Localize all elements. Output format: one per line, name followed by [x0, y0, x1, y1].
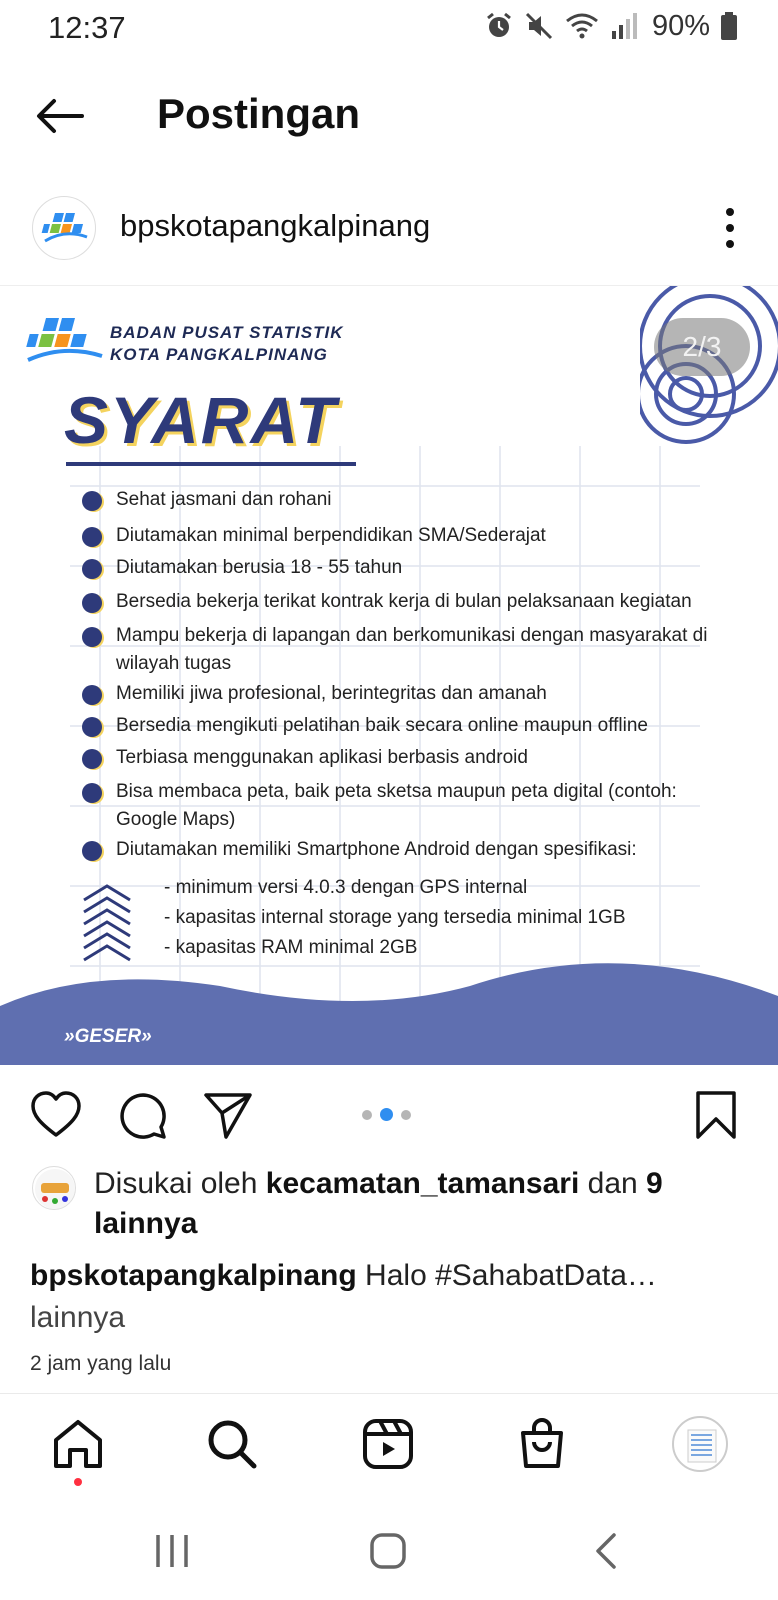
heart-icon — [30, 1089, 82, 1141]
nav-reels[interactable] — [360, 1416, 416, 1472]
caption-more-link[interactable]: lainnya — [30, 1301, 126, 1334]
battery-percentage: 90% — [651, 9, 710, 42]
page-title: Postingan — [157, 90, 361, 137]
carousel-dots — [362, 1108, 411, 1121]
shop-icon — [514, 1416, 570, 1472]
bullet-icon — [82, 491, 102, 511]
top-app-bar — [0, 72, 778, 162]
list-item: Bersedia mengikuti pelatihan baik secara online maupun offline — [80, 712, 740, 740]
org-name-line-2: KOTA PANGKALPINANG — [110, 345, 328, 364]
list-item: Diutamakan memiliki Smartphone Android dengan spesifikasi: — [80, 836, 740, 864]
back-icon — [586, 1529, 630, 1573]
list-item: Sehat jasmani dan rohani — [80, 486, 740, 514]
status-bar — [0, 0, 778, 56]
share-button[interactable] — [202, 1089, 254, 1141]
bullet-icon — [82, 593, 102, 613]
system-navigation-bar — [0, 1503, 778, 1600]
list-item: Diutamakan berusia 18 - 55 tahun — [80, 554, 740, 582]
bullet-icon — [82, 685, 102, 705]
recents-button[interactable] — [150, 1529, 194, 1573]
nav-shop[interactable] — [514, 1416, 570, 1472]
likes-text[interactable]: Disukai oleh kecamatan_tamansari dan 9 lainnya — [94, 1167, 663, 1240]
likes-others[interactable]: lainnya — [94, 1207, 198, 1240]
org-name-line-1: BADAN PUSAT STATISTIK — [110, 323, 344, 342]
home-icon — [50, 1416, 106, 1472]
notification-dot — [74, 1478, 82, 1486]
caption-username[interactable]: bpskotapangkalpinang — [30, 1259, 357, 1292]
like-button[interactable] — [30, 1089, 82, 1141]
list-item: Terbiasa menggunakan aplikasi berbasis android — [80, 744, 740, 772]
battery-icon — [720, 11, 738, 41]
list-item: Bersedia bekerja terikat kontrak kerja di bulan pelaksanaan kegiatan — [80, 588, 740, 616]
bps-logo-icon — [24, 314, 104, 374]
bullet-icon — [82, 717, 102, 737]
post-actions — [0, 1075, 778, 1155]
comment-icon — [116, 1089, 168, 1141]
carousel-dot-active — [380, 1108, 393, 1121]
alarm-icon — [484, 11, 514, 41]
bottom-navigation — [0, 1393, 778, 1503]
bookmark-icon — [690, 1089, 742, 1141]
status-time: 12:37 — [48, 10, 126, 45]
back-button[interactable] — [30, 86, 90, 146]
nav-profile-avatar[interactable] — [672, 1416, 728, 1472]
carousel-page-indicator: 2/3 — [654, 318, 750, 376]
bullet-icon — [82, 627, 102, 647]
back-system-button[interactable] — [586, 1529, 630, 1573]
mute-icon — [524, 11, 554, 41]
liker-avatar[interactable] — [32, 1166, 76, 1210]
bullet-icon — [82, 783, 102, 803]
save-button[interactable] — [690, 1089, 742, 1141]
list-item: Memiliki jiwa profesional, berintegritas dan amanah — [80, 680, 740, 708]
carousel-dot — [401, 1110, 411, 1120]
comment-button[interactable] — [116, 1089, 168, 1141]
home-button-icon — [366, 1529, 410, 1573]
list-item: Mampu bekerja di lapangan dan berkomunikasi dengan masyarakat di wilayah tugas — [80, 622, 740, 678]
title-underline — [66, 462, 356, 466]
reels-icon — [360, 1416, 416, 1472]
caption-text: Halo #SahabatData… — [356, 1259, 657, 1292]
double-chevron-right-icon: » — [64, 1026, 75, 1047]
profile-avatar-icon — [674, 1418, 728, 1472]
bullet-icon — [82, 749, 102, 769]
swipe-hint: »GESER» — [64, 1026, 152, 1047]
more-options-button[interactable] — [712, 204, 748, 252]
spec-item: - kapasitas RAM minimal 2GB — [164, 937, 418, 958]
nav-search[interactable] — [204, 1416, 260, 1472]
organization-name — [110, 322, 344, 366]
bullet-icon — [82, 559, 102, 579]
bps-logo-icon — [33, 197, 96, 260]
search-icon — [204, 1416, 260, 1472]
likes-count[interactable]: 9 — [646, 1167, 663, 1200]
list-item: Diutamakan minimal berpendidikan SMA/Sederajat — [80, 522, 740, 550]
more-vertical-icon — [712, 204, 748, 252]
list-item: Bisa membaca peta, baik peta sketsa maupun peta digital (contoh: Google Maps) — [80, 778, 740, 834]
bullet-icon — [82, 841, 102, 861]
post-author-name[interactable]: bpskotapangkalpinang — [120, 208, 431, 243]
double-chevron-right-icon: » — [141, 1026, 152, 1047]
likes-summary — [0, 1160, 778, 1240]
carousel-dot — [362, 1110, 372, 1120]
bullet-icon — [82, 527, 102, 547]
recents-icon — [150, 1529, 194, 1573]
back-arrow-icon — [30, 86, 90, 146]
liker-logo-icon — [33, 1167, 76, 1210]
signal-icon — [610, 11, 638, 41]
spec-item: - kapasitas internal storage yang tersedia minimal 1GB — [164, 907, 626, 928]
spec-item: - minimum versi 4.0.3 dengan GPS internal — [164, 877, 528, 898]
wifi-icon — [564, 11, 600, 41]
post-caption — [30, 1255, 750, 1339]
nav-home[interactable] — [50, 1416, 106, 1472]
post-timestamp: 2 jam yang lalu — [30, 1352, 172, 1375]
home-system-button[interactable] — [366, 1529, 410, 1573]
send-icon — [202, 1089, 254, 1141]
author-avatar[interactable] — [32, 196, 96, 260]
post-image-carousel[interactable] — [0, 285, 778, 1065]
liker-username[interactable]: kecamatan_tamansari — [265, 1167, 580, 1200]
status-icons — [484, 8, 738, 44]
post-header — [0, 190, 778, 274]
poster-title: SYARAT — [64, 383, 338, 457]
